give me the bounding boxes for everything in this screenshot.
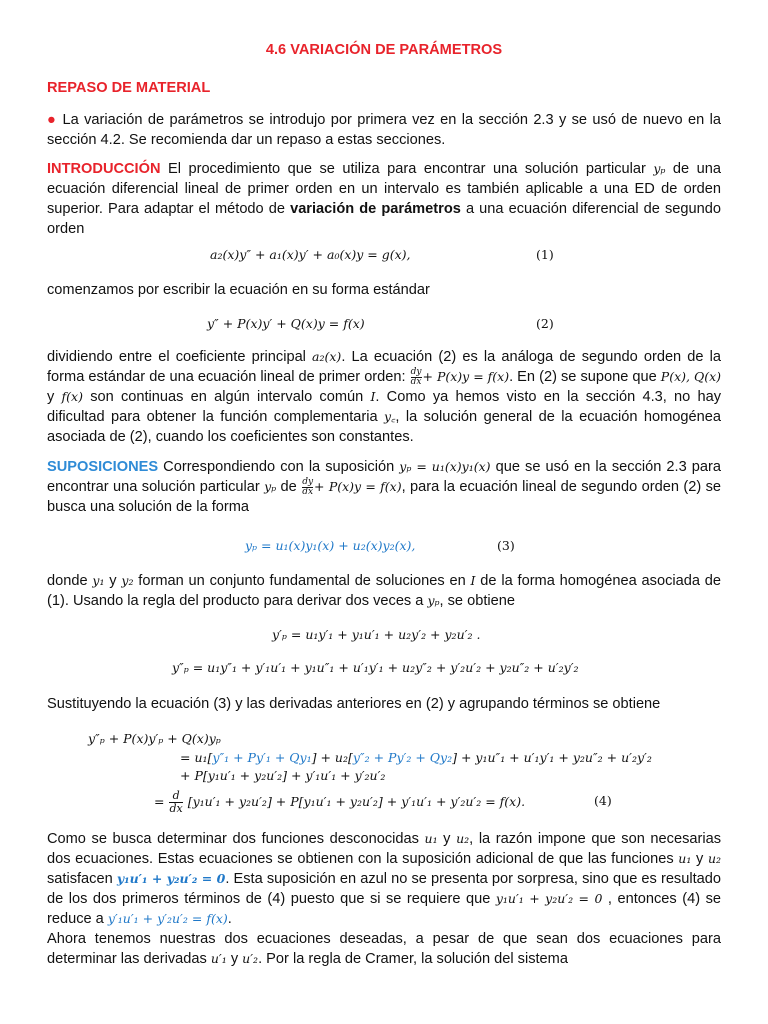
assumptions-heading: SUPOSICIONES [47,459,159,475]
equation-4-line-3: + P[y₁u′₁ + y₂u′₂] + y′₁u′₁ + y′₂u′₂ [180,768,386,783]
first-derivative: y′ₚ = u₁y′₁ + y₁u′₁ + u₂y′₂ + y₂u′₂ . [272,627,481,642]
dividing-paragraph: dividiendo entre el coeficiente principal a₂(x). La ecuación (2) es la análoga de segundo orden de la forma estándar de una ecuación lineal de primer orden: $\frac{dy}{dx}$ + P(x)y = f(x). En (2) se supone que P(x), Q(x) y f(x) son continuas en algún intervalo común I. Como ya hemos visto en la sección 4.3, no hay dificultad para obtener la función complementaria y꜀, la solución general de la ecuación homogénea asociada de (2), cuando los coeficientes son constantes. [47,349,722,445]
equation-4-line-4: = $\frac{d}{dx}$ [y₁u′₁ + y₂u′₂] + P[y₁u′₁ + y₂u′₂] + y′₁u′₁ + y′₂u′₂ = f(x). [154,789,526,815]
equation-1: a₂(x)y″ + a₁(x)y′ + a₀(x)y = g(x), [210,247,411,262]
equation-2-number: (2) [536,316,554,331]
standard-form-text: comenzamos por escribir la ecuación en su forma estándar [47,282,430,298]
intro-heading: INTRODUCCIÓN [47,161,161,177]
equation-3: yₚ = u₁(x)y₁(x) + u₂(x)y₂(x), [245,538,416,553]
intro-paragraph: INTRODUCCIÓN El procedimiento que se utiliza para encontrar una solución particular yₚ de una ecuación diferencial lineal de primer orden en un intervalo es también aplicable a una ED de orden superior. Para adaptar el método de variación de parámetros a una ecuación diferencial de segundo orden [47,161,721,237]
equation-4-line-2: = u₁[y″₁ + Py′₁ + Qy₁] + u₂[y″₂ + Py′₂ + Qy₂] + y₁u″₁ + u′₁y′₁ + y₂u″₂ + u′₂y′₂ [180,750,652,765]
equation-3-number: (3) [497,538,515,553]
assumptions-paragraph: SUPOSICIONES Correspondiendo con la suposición yₚ = u₁(x)y₁(x) que se usó en la sección 2.3 para encontrar una solución particular yₚ de $\frac{dy}{dx}$ + P(x)y = f(x), para la ecuación lineal de segundo orden (2) se busca una solución de la forma [47,459,721,515]
review-heading: REPASO DE MATERIAL [47,80,211,96]
bullet-icon: ● [47,112,58,128]
final-paragraph: Como se busca determinar dos funciones desconocidas u₁ y u₂, la razón impone que son necesarias dos ecuaciones. Estas ecuaciones se obtienen con la suposición adicional de que las funciones u₁ y u₂ satisfacen y₁u′₁ + y₂u′₂ = 0. Esta suposición en azul no se presenta por sorpresa, sino que es resultado de los dos primeros términos de (4) puesto que si se requiere que y₁u′₁ + y₂u′₂ = 0 , entonces (4) se reduce a y′₁u′₁ + y′₂u′₂ = f(x). Ahora tenemos nuestras dos ecuaciones deseadas, a pesar de que sean dos ecuaciones para determinar las derivadas u′₁ y u′₂. Por la regla de Cramer, la solución del sistema [47,831,722,967]
section-title: 4.6 VARIACIÓN DE PARÁMETROS [265,42,503,58]
where-paragraph: donde y₁ y y₂ forman un conjunto fundamental de soluciones en I de la forma homogénea asociada de (1). Usando la regla del producto para derivar dos veces a yₚ, se obtiene [47,573,721,609]
substituting-text: Sustituyendo la ecuación (3) y las derivadas anteriores en (2) y agrupando términos se obtiene [47,696,661,712]
equation-2: y″ + P(x)y′ + Q(x)y = f(x) [207,316,365,331]
second-derivative: y″ₚ = u₁y″₁ + y′₁u′₁ + y₁u″₁ + u′₁y′₁ + u₂y″₂ + y′₂u′₂ + y₂u″₂ + u′₂y′₂ [172,660,579,675]
dy-dx-fraction-2: $\frac{dy}{dx}$ [302,476,314,497]
dy-dx-fraction: $\frac{dy}{dx}$ [410,366,422,387]
equation-1-number: (1) [536,247,554,262]
review-paragraph: ● La variación de parámetros se introdujo por primera vez en la sección 2.3 y se usó de nuevo en la sección 4.2. Se recomienda dar un repaso a estas secciones. [47,112,721,148]
equation-4-number: (4) [594,793,612,808]
equation-4-line-1: y″ₚ + P(x)y′ₚ + Q(x)yₚ [88,731,221,746]
